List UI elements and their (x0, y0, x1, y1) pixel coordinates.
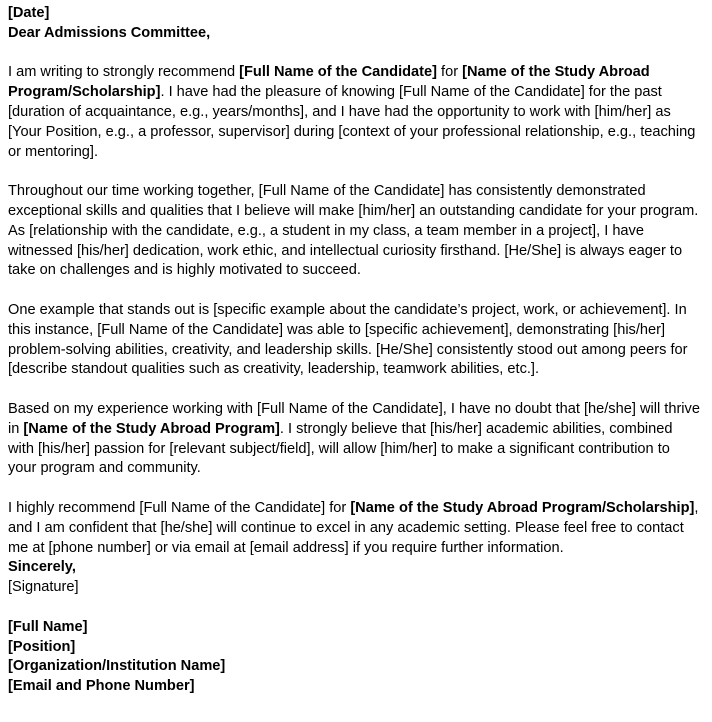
recommend-text-2: , and I am confident that [he/she] will continue to excel in any academic setting. Please feel free to contact me at [phone number] or via email at [email address] if you require further information. (8, 499, 699, 556)
spacer (8, 598, 700, 618)
program-name-placeholder: [Name of the Study Abroad Program/Scholarship] (8, 64, 650, 101)
candidate-name-placeholder: [Full Name of the Candidate] (239, 64, 437, 81)
salutation: Dear Admissions Committee, (8, 24, 211, 41)
paragraph-introduction (8, 63, 700, 162)
signer-full-name: [Full Name] (8, 618, 88, 635)
intro-text-2: for (437, 64, 463, 81)
signer-position: [Position] (8, 638, 76, 655)
experience-text-1: Based on my experience working with [Full Name of the Candidate], I have no doubt that [he/she] will thrive in (8, 400, 700, 437)
signer-contact: [Email and Phone Number] (8, 678, 195, 695)
paragraph-experience (8, 400, 700, 479)
paragraph-qualities: Throughout our time working together, [Full Name of the Candidate] has consistently demonstrated exceptional skills and qualities that I believe will make [him/her] an outstanding candidate for your program. As [relationship with the candidate, e.g., a student in my class, a team member in a project], I have witnessed [his/her] dedication, work ethic, and intellectual curiosity firsthand. [He/She] is always eager to take on challenges and is highly motivated to succeed. (8, 183, 699, 279)
spacer (8, 44, 700, 64)
recommend-text-1: I highly recommend [Full Name of the Candidate] for (8, 499, 351, 516)
scholarship-program-placeholder: [Name of the Study Abroad Program/Scholarship] (350, 499, 695, 516)
intro-text-1: I am writing to strongly recommend (8, 64, 240, 81)
closing-sincerely: Sincerely, (8, 559, 76, 576)
signature-placeholder: [Signature] (8, 579, 79, 596)
signer-organization: [Organization/Institution Name] (8, 658, 226, 675)
date-line: [Date] (8, 5, 50, 21)
intro-text-3: . I have had the pleasure of knowing [Full Name of the Candidate] for the past [duration of acquaintance, e.g., years/months], and I have had the opportunity to work with [him/her] as [Your Position, e.g., a professor, supervisor] during [context of your professional relationship, e.g., teaching or mentoring]. (8, 84, 696, 160)
paragraph-example: One example that stands out is [specific example about the candidate’s project, work, or achievement]. In this instance, [Full Name of the Candidate] was able to [specific achievement], demonstrating [his/her] problem-solving abilities, creativity, and leadership skills. [He/She] consistently stood out among peers for [describe standout qualities such as creativity, leadership, teamwork abilities, etc.]. (8, 301, 688, 378)
experience-text-2: . I strongly believe that [his/her] academic abilities, combined with [his/her] passion for [relevant subject/field], will allow [him/her] to make a significant contribution to your program and community. (8, 420, 673, 477)
paragraph-recommendation (8, 499, 700, 558)
study-abroad-program-placeholder: [Name of the Study Abroad Program] (23, 420, 280, 437)
